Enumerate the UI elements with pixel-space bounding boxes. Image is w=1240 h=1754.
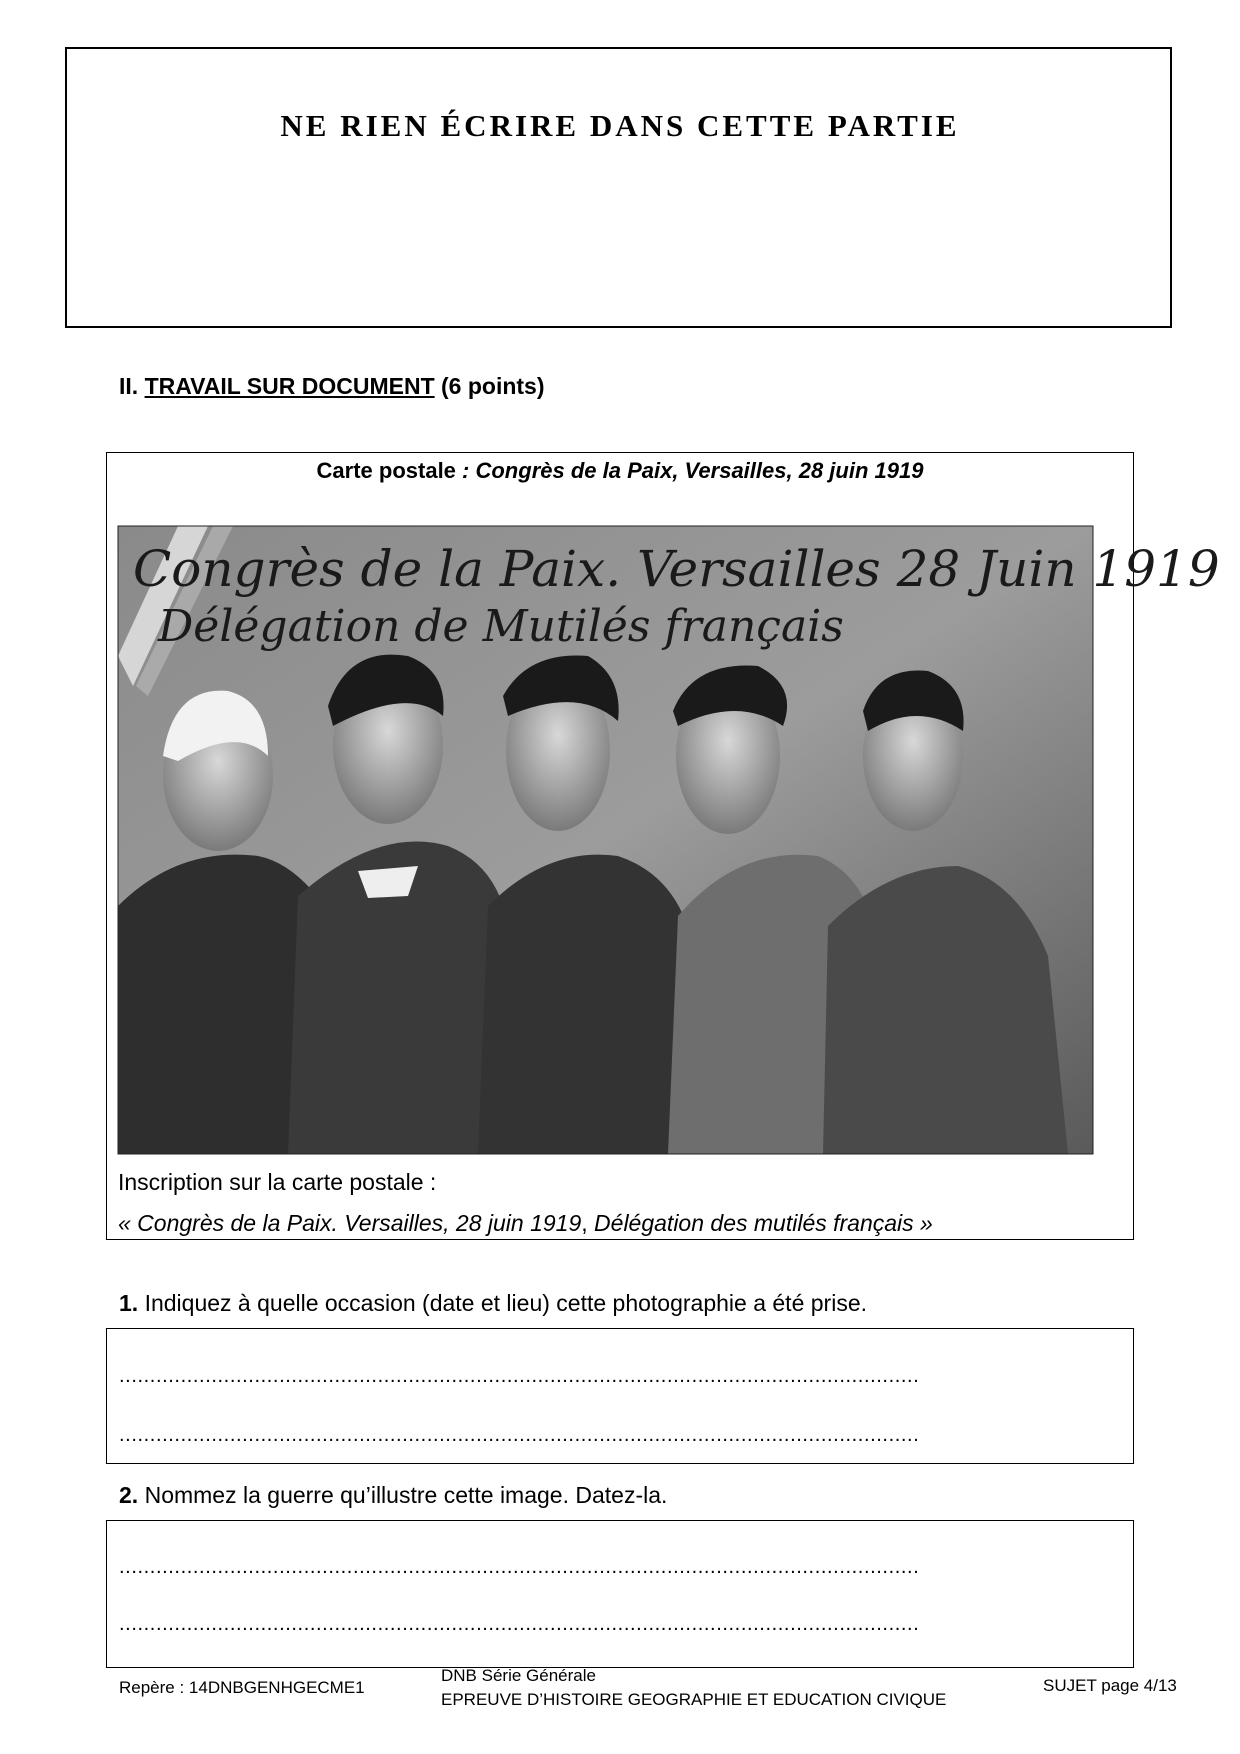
question-1 (119, 1290, 867, 1317)
document-caption (0, 458, 1240, 484)
answer-box-2[interactable] (106, 1520, 1134, 1668)
inscription-part-1: « Congrès de la Paix. Versailles, 28 juin 1919 (118, 1210, 582, 1236)
answer-line[interactable]: .................................................................................................................................. (119, 1365, 920, 1387)
answer-line[interactable]: .................................................................................................................................. (119, 1556, 920, 1578)
answer-line[interactable]: .................................................................................................................................. (119, 1424, 920, 1446)
question-text: Nommez la guerre qu’illustre cette image. Datez-la. (144, 1482, 668, 1508)
header-box (65, 47, 1172, 328)
answer-line[interactable]: .................................................................................................................................. (119, 1613, 920, 1635)
section-title (119, 373, 545, 400)
footer-exam-series: DNB Série Générale (441, 1666, 596, 1685)
handwriting-line-2: Délégation de Mutilés français (158, 601, 844, 652)
inscription-separator: , (581, 1210, 595, 1236)
section-number: II. (119, 373, 139, 399)
header-notice: NE RIEN ÉCRIRE DANS CETTE PARTIE (280, 108, 960, 143)
inscription-label: Inscription sur la carte postale : (118, 1169, 437, 1195)
question-number: 2. (119, 1482, 139, 1508)
section-points: (6 points) (441, 373, 545, 399)
question-2 (119, 1482, 667, 1509)
caption-prefix: Carte postale (316, 458, 456, 483)
section-heading: TRAVAIL SUR DOCUMENT (144, 373, 435, 399)
inscription-text (118, 1210, 933, 1237)
footer-page-number: SUJET page 4/13 (1043, 1676, 1177, 1695)
handwriting-line-1: Congrès de la Paix. Versailles 28 Juin 1919 (133, 540, 1220, 598)
inscription-part-2: Délégation des mutilés français » (594, 1210, 933, 1236)
footer-exam-title: EPREUVE D’HISTOIRE GEOGRAPHIE ET EDUCATION CIVIQUE (441, 1690, 947, 1709)
caption-title: : Congrès de la Paix, Versailles, 28 juin 1919 (462, 458, 924, 483)
question-number: 1. (119, 1290, 139, 1316)
question-text: Indiquez à quelle occasion (date et lieu) cette photographie a été prise. (144, 1290, 868, 1316)
postcard-photo (118, 526, 1220, 1154)
footer-reference: Repère : 14DNBGENHGECME1 (119, 1678, 365, 1697)
